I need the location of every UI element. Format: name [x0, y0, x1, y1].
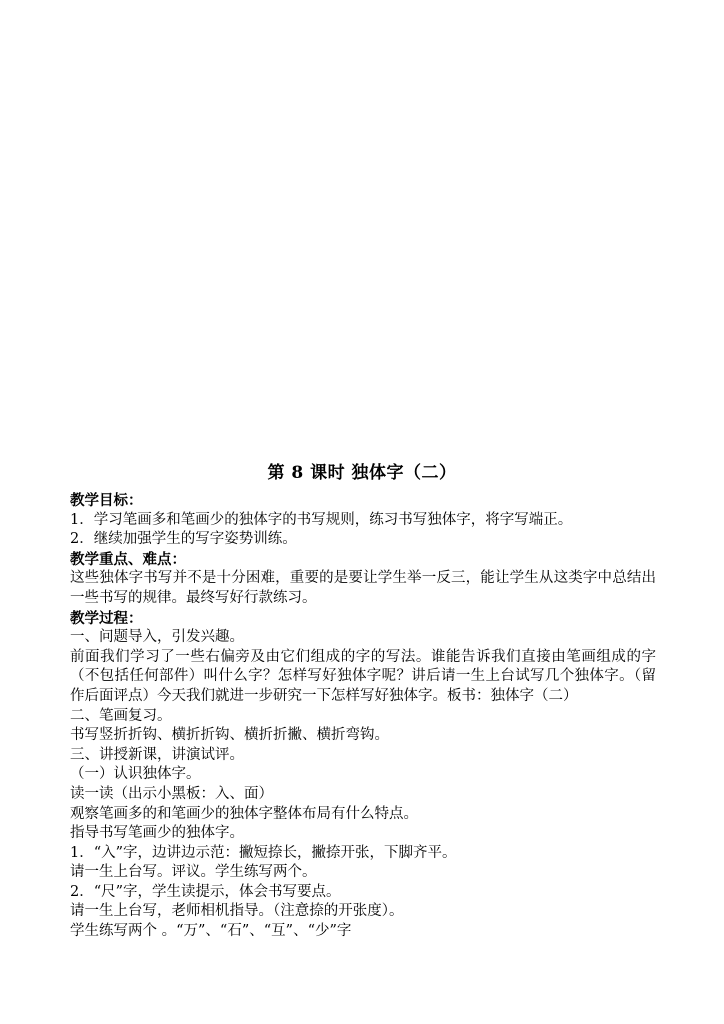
section-heading-key-points: 教学重点、难点：	[70, 550, 186, 568]
objective-item-2: 2．继续加强学生的写字姿势训练。	[70, 531, 297, 548]
observe-line: 观察笔画多的和笔画少的独体字整体布局有什么特点。	[70, 805, 418, 822]
key-points-paragraph: 这些独体字书写并不是十分困难，重要的是要让学生举一反三，能让学生从这类字中总结出一些书写的规律。最终写好行款练习。	[70, 570, 656, 606]
lesson-title: 第 8 课时 独体字（二）	[267, 463, 457, 483]
practice-line-3: 学生练写两个 。“万”、“石”、“互”、“少”字	[70, 923, 352, 940]
practice-line-1: 请一生上台写。评议。学生练写两个。	[70, 864, 317, 881]
process-step-1: 一、问题导入，引发兴趣。	[70, 629, 244, 646]
intro-paragraph: 前面我们学习了一些右偏旁及由它们组成的字的写法。谁能告诉我们直接由笔画组成的字（不包括任何部件）叫什么字？怎样写好独体字呢？讲后请一生上台试写几个独体字。（留作后面评点）今天我们就进一步研究一下怎样写好独体字。板书：独体字（二）	[70, 648, 656, 704]
process-step-3: 三、讲授新课，讲演试评。	[70, 746, 244, 763]
stroke-review-line: 书写竖折折钩、横折折钩、横折折撇、横折弯钩。	[70, 727, 389, 744]
process-step-2: 二、笔画复习。	[70, 707, 172, 724]
section-heading-objectives: 教学目标：	[70, 492, 143, 509]
guide-line: 指导书写笔画少的独体字。	[70, 825, 244, 842]
practice-line-2: 请一生上台写，老师相机指导。（注意捺的开张度）。	[70, 903, 404, 920]
char-ru-line: 1．“入”字，边讲边示范：撇短捺长，撇捺开张，下脚齐平。	[70, 844, 457, 861]
objective-item-1: 1．学习笔画多和笔画少的独体字的书写规则，练习书写独体字，将字写端正。	[70, 511, 573, 528]
sub-step-recognize: （一）认识独体字。	[70, 766, 201, 783]
section-heading-process: 教学过程：	[70, 609, 143, 627]
read-line: 读一读（出示小黑板：入、面）	[70, 785, 273, 802]
char-chi-line: 2．“尺”字，学生读提示，体会书写要点。	[70, 883, 341, 900]
lesson-body	[70, 491, 656, 942]
